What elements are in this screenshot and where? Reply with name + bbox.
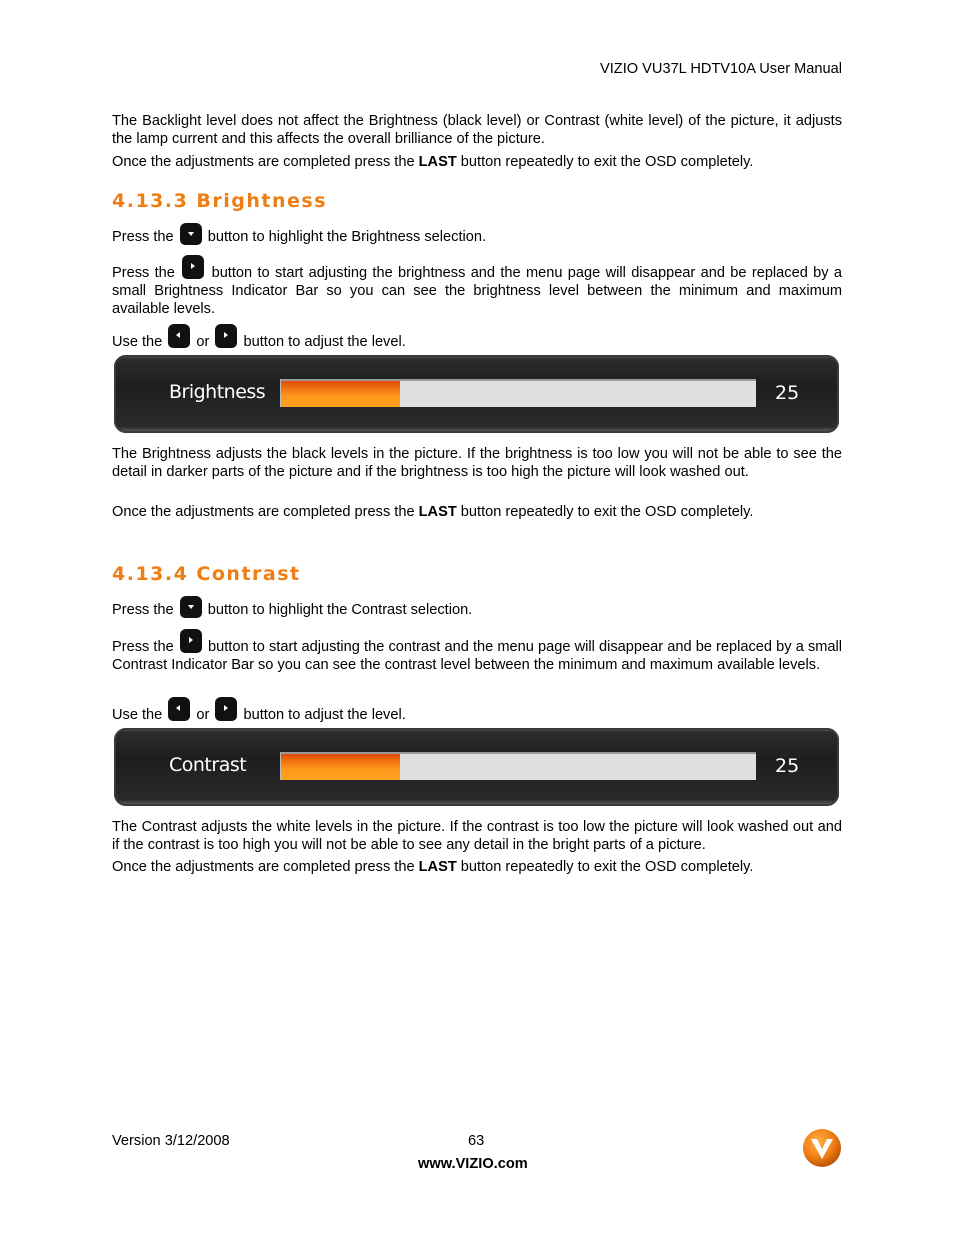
contrast-step-1: Press the button to highlight the Contrast selection. xyxy=(112,596,842,619)
brightness-description: The Brightness adjusts the black levels in the picture. If the brightness is too low you will not be able to see the detail in darker parts of the picture and if the brightness is too high the picture will look washed out. xyxy=(112,446,842,480)
contrast-description: The Contrast adjusts the white levels in the picture. If the contrast is too low the picture will look washed out and if the contrast is too high you will not be able to see any detail in the bright parts of a picture. xyxy=(112,819,842,853)
right-arrow-key-icon xyxy=(215,697,237,721)
brightness-step-1: Press the button to highlight the Brightness selection. xyxy=(112,223,842,246)
down-arrow-key-icon xyxy=(180,223,202,245)
intro-exit-note: Once the adjustments are completed press the LAST button repeatedly to exit the OSD completely. xyxy=(112,154,754,170)
right-arrow-key-icon xyxy=(182,255,204,279)
brightness-step-3: Use the or button to adjust the level. xyxy=(112,324,842,351)
page-number: 63 xyxy=(468,1133,485,1149)
contrast-exit-note: Once the adjustments are completed press the LAST button repeatedly to exit the OSD completely. xyxy=(112,859,754,875)
contrast-heading: 4.13.4 Contrast xyxy=(112,563,301,585)
contrast-indicator-bar xyxy=(114,728,839,806)
contrast-step-2: Press the button to start adjusting the contrast and the menu page will disappear and be replaced by a small Contrast Indicator Bar so you can see the contrast level between the minimum and maximum available levels. xyxy=(112,629,842,674)
contrast-step-3: Use the or button to adjust the level. xyxy=(112,697,842,724)
right-arrow-key-icon xyxy=(215,324,237,348)
brightness-exit-note: Once the adjustments are completed press the LAST button repeatedly to exit the OSD completely. xyxy=(112,504,754,520)
osd-label: Contrast xyxy=(169,754,247,776)
brightness-step-2: Press the button to start adjusting the brightness and the menu page will disappear and be replaced by a small Brightness Indicator Bar so you can see the brightness level between the minimum and maximum available levels. xyxy=(112,255,842,318)
osd-level-track xyxy=(280,379,756,407)
brightness-indicator-bar xyxy=(114,355,839,433)
vizio-logo-icon xyxy=(802,1128,842,1168)
down-arrow-key-icon xyxy=(180,596,202,618)
backlight-note: The Backlight level does not affect the Brightness (black level) or Contrast (white level) of the picture, it adjusts the lamp current and this affects the overall brilliance of the picture. xyxy=(112,113,842,147)
brightness-heading: 4.13.3 Brightness xyxy=(112,190,328,212)
left-arrow-key-icon xyxy=(168,697,190,721)
osd-value: 25 xyxy=(775,382,800,404)
osd-level-fill xyxy=(281,754,400,780)
right-arrow-key-icon xyxy=(180,629,202,653)
osd-level-fill xyxy=(281,381,400,407)
osd-value: 25 xyxy=(775,755,800,777)
osd-level-track xyxy=(280,752,756,780)
osd-label: Brightness xyxy=(169,381,266,403)
version-label: Version 3/12/2008 xyxy=(112,1133,230,1149)
left-arrow-key-icon xyxy=(168,324,190,348)
website-url: www.VIZIO.com xyxy=(418,1156,528,1172)
manual-title: VIZIO VU37L HDTV10A User Manual xyxy=(600,61,842,77)
